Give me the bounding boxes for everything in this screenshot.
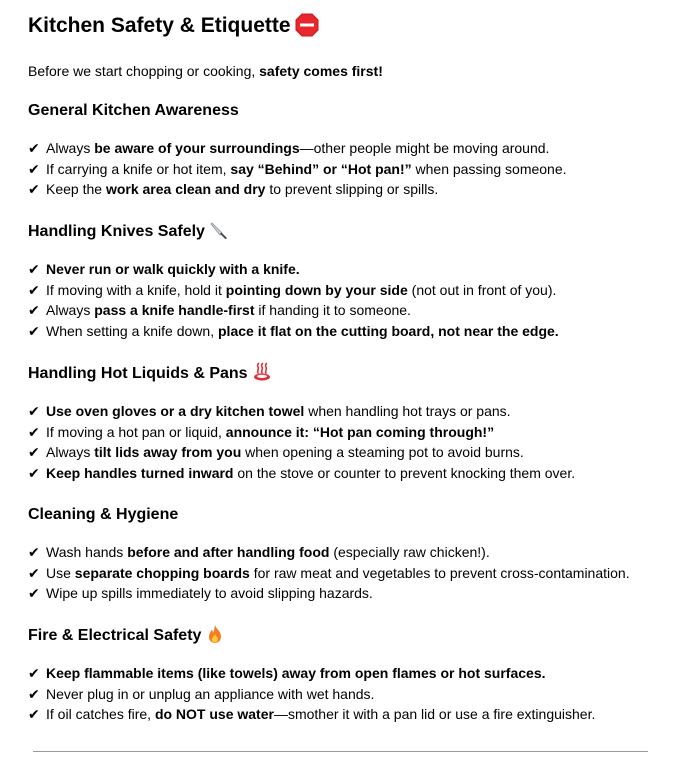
intro-text-segment: safety comes first! xyxy=(259,63,383,79)
section-heading-text: Handling Hot Liquids & Pans xyxy=(28,365,248,382)
fire-icon xyxy=(205,624,225,644)
item-text-segment: Always xyxy=(46,140,95,156)
item-text-segment: when opening a steaming pot to avoid burns. xyxy=(241,444,524,461)
checkmark-icon: ✔ xyxy=(28,665,40,681)
intro-paragraph xyxy=(28,61,383,81)
section-heading-text: Handling Knives Safely xyxy=(28,223,205,240)
section-heading xyxy=(28,504,668,526)
item-text-segment: Wash hands xyxy=(46,544,128,560)
item-text-segment: If oil catches fire, xyxy=(46,706,155,723)
checklist-item xyxy=(28,280,668,301)
item-text-segment: be aware of your surroundings xyxy=(94,140,300,156)
checkmark-icon: ✔ xyxy=(28,302,40,319)
checkmark-icon: ✔ xyxy=(28,685,40,702)
checklist-item xyxy=(28,159,668,180)
checkmark-icon: ✔ xyxy=(28,423,40,440)
section-heading-text: General Kitchen Awareness xyxy=(28,102,239,119)
checkmark-icon: ✔ xyxy=(28,464,40,481)
checkmark-icon: ✔ xyxy=(28,322,40,339)
checklist xyxy=(28,259,668,341)
item-text-segment: do NOT use water xyxy=(154,706,274,723)
item-text-segment: When setting a knife down, xyxy=(46,322,218,339)
item-text-segment: pass a knife handle-first xyxy=(94,302,255,319)
section-cleaning-and-hygiene xyxy=(28,504,668,604)
section-heading xyxy=(28,624,668,647)
checkmark-icon: ✔ xyxy=(28,261,40,277)
knife-icon xyxy=(209,220,229,240)
checkmark-icon: ✔ xyxy=(28,181,40,198)
checkmark-icon: ✔ xyxy=(28,444,40,461)
section-general-kitchen-awareness xyxy=(28,100,668,200)
page-title xyxy=(28,12,319,40)
checkmark-icon: ✔ xyxy=(28,160,40,177)
item-text-segment: to prevent slipping or spills. xyxy=(265,181,439,198)
item-text-segment: Wipe up spills immediately to avoid slipping hazards. xyxy=(46,585,373,602)
item-text-segment: Use oven gloves or a dry kitchen towel xyxy=(46,403,305,419)
checklist-item xyxy=(28,321,668,342)
item-text-segment: Always xyxy=(46,302,95,319)
item-text-segment: tilt lids away from you xyxy=(94,444,242,461)
checklist xyxy=(28,542,668,604)
checklist-item xyxy=(28,422,668,443)
checklist-item xyxy=(28,138,668,159)
item-text-segment: Never plug in or unplug an appliance with wet hands. xyxy=(46,685,375,702)
checkmark-icon: ✔ xyxy=(28,281,40,298)
item-text-segment: Use xyxy=(46,564,75,581)
item-text-segment: If carrying a knife or hot item, xyxy=(46,160,231,177)
checklist-item xyxy=(28,401,668,422)
checklist-item xyxy=(28,663,668,684)
section-heading xyxy=(28,100,668,122)
item-text-segment: (especially raw chicken!). xyxy=(329,544,490,560)
section-fire-and-electrical-safety xyxy=(28,624,668,725)
item-text-segment: announce it: “Hot pan coming through!” xyxy=(225,423,495,440)
divider xyxy=(33,751,648,752)
checklist xyxy=(28,401,668,483)
item-text-segment: place it flat on the cutting board, not near the edge. xyxy=(218,322,559,339)
checkmark-icon: ✔ xyxy=(28,140,40,156)
checklist xyxy=(28,138,668,200)
section-heading xyxy=(28,362,668,385)
checkmark-icon: ✔ xyxy=(28,564,40,581)
item-text-segment: Always xyxy=(46,444,95,461)
checklist-item xyxy=(28,563,668,584)
section-handling-knives-safely xyxy=(28,220,668,341)
intro-text-segment: Before we start chopping or cooking, xyxy=(28,63,260,79)
item-text-segment: work area clean and dry xyxy=(105,181,266,198)
checklist-item xyxy=(28,463,668,484)
section-heading xyxy=(28,220,668,243)
section-heading-text: Fire & Electrical Safety xyxy=(28,627,202,644)
item-text-segment: Keep the xyxy=(46,181,106,198)
checkmark-icon: ✔ xyxy=(28,403,40,419)
section-heading-text: Cleaning & Hygiene xyxy=(28,506,179,523)
checklist-item xyxy=(28,300,668,321)
checklist-item xyxy=(28,704,668,725)
checklist-item xyxy=(28,259,668,280)
item-text-segment: pointing down by your side xyxy=(225,281,408,298)
item-text-segment: before and after handling food xyxy=(127,544,330,560)
item-text-segment: Keep handles turned inward xyxy=(46,464,234,481)
item-text-segment: If moving a hot pan or liquid, xyxy=(46,423,226,440)
item-text-segment: for raw meat and vegetables to prevent cross-contamination. xyxy=(249,564,630,581)
item-text-segment: if handing it to someone. xyxy=(254,302,411,319)
item-text-segment: Never run or walk quickly with a knife. xyxy=(46,261,300,277)
checkmark-icon: ✔ xyxy=(28,585,40,602)
checklist-item xyxy=(28,179,668,200)
item-text-segment: on the stove or counter to prevent knocking them over. xyxy=(233,464,576,481)
item-text-segment: If moving with a knife, hold it xyxy=(46,281,226,298)
item-text-segment: when handling hot trays or pans. xyxy=(304,403,511,419)
checklist-item xyxy=(28,684,668,705)
checklist xyxy=(28,663,668,725)
item-text-segment: when passing someone. xyxy=(411,160,567,177)
item-text-segment: —smother it with a pan lid or use a fire extinguisher. xyxy=(273,706,596,723)
stop-sign-icon xyxy=(295,13,319,37)
item-text-segment: say “Behind” or “Hot pan!” xyxy=(230,160,412,177)
item-text-segment: (not out in front of you). xyxy=(407,281,557,298)
hot-springs-icon xyxy=(252,362,272,382)
item-text-segment: separate chopping boards xyxy=(74,564,250,581)
checklist-item xyxy=(28,442,668,463)
section-handling-hot-liquids-and-pans xyxy=(28,362,668,483)
checkmark-icon: ✔ xyxy=(28,706,40,723)
checklist-item xyxy=(28,583,668,604)
item-text-segment: —other people might be moving around. xyxy=(299,140,550,156)
checklist-item xyxy=(28,542,668,563)
item-text-segment: Keep flammable items (like towels) away from open flames or hot surfaces. xyxy=(46,665,546,681)
checkmark-icon: ✔ xyxy=(28,544,40,560)
page-title-text: Kitchen Safety & Etiquette xyxy=(28,14,291,37)
